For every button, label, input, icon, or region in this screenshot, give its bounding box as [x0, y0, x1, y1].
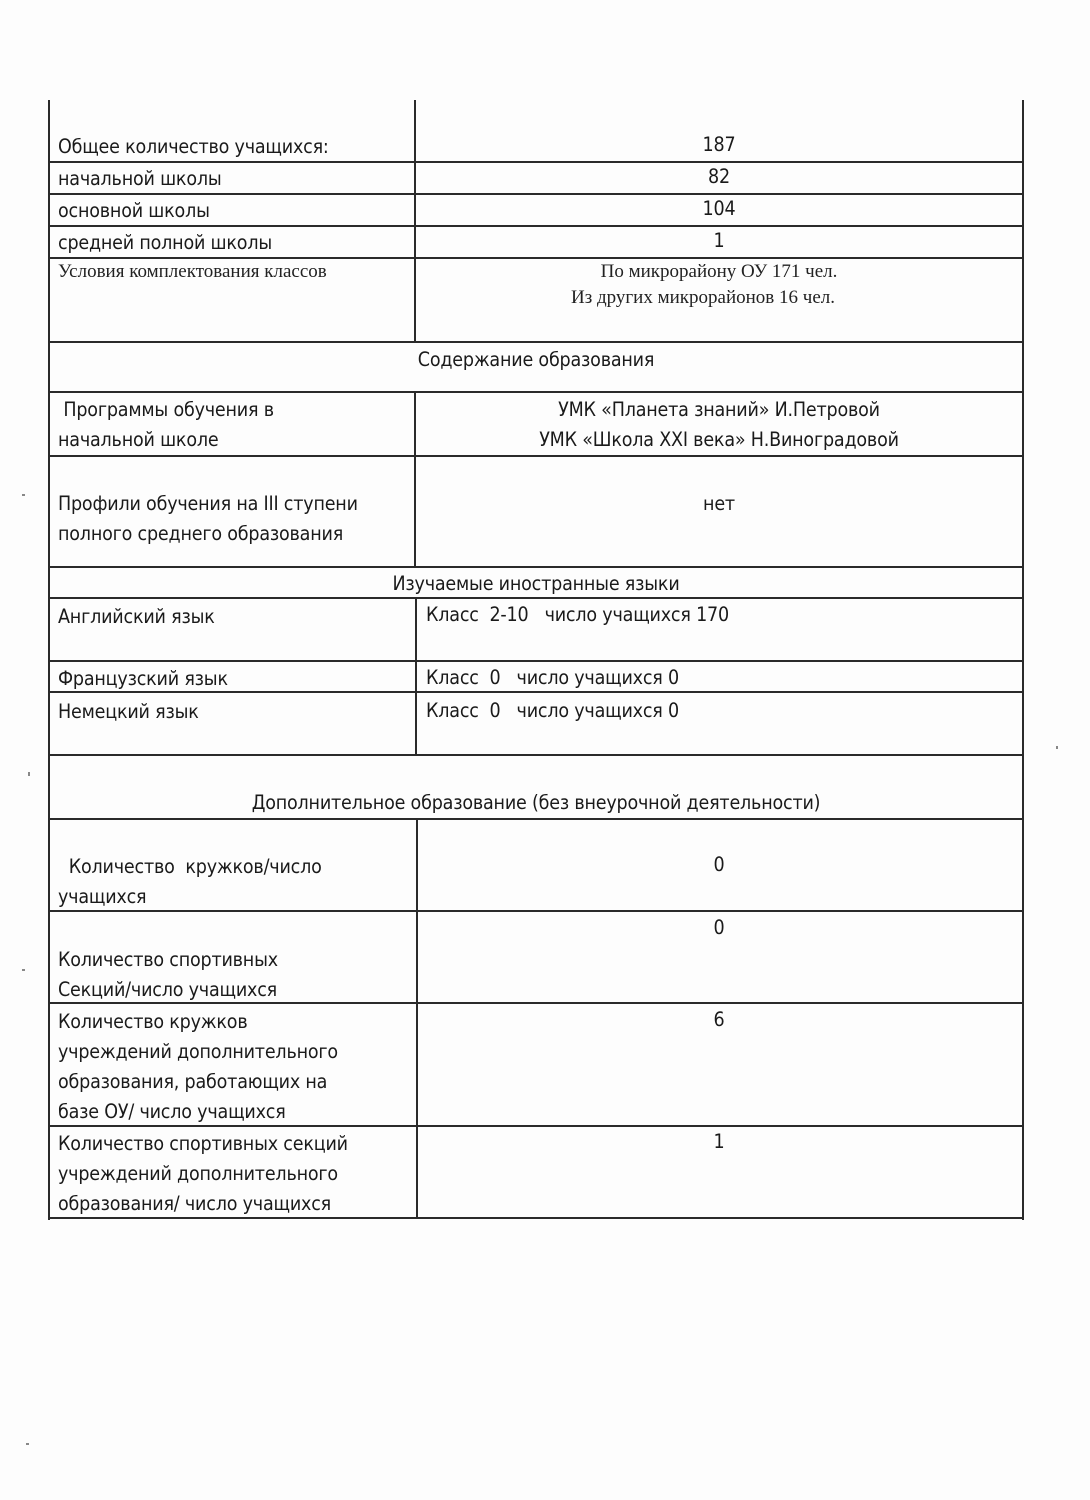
total-students-label: Общее количество учащихся:	[58, 135, 329, 158]
scan-speck	[22, 969, 25, 971]
programs-label-line2: начальной школе	[58, 428, 219, 451]
language-english-label: Английский язык	[58, 605, 215, 628]
scan-speck	[26, 1443, 29, 1445]
total-students-value: 187	[702, 133, 736, 156]
external-sports-label-line2: учреждений дополнительного	[58, 1162, 338, 1185]
row-line	[48, 391, 1024, 393]
sports-sections-value: 0	[713, 916, 725, 939]
external-clubs-label-line2: учреждений дополнительного	[58, 1040, 338, 1063]
row-line	[48, 754, 1024, 756]
primary-school-value: 82	[708, 165, 730, 188]
external-sports-value: 1	[713, 1130, 725, 1153]
external-clubs-label-line3: образования, работающих на	[58, 1070, 328, 1093]
enrollment-value-line1: По микрорайону ОУ 171 чел.	[600, 261, 838, 282]
language-french-label: Французский язык	[58, 667, 228, 690]
programs-value-line2: УМК «Школа XXI века» Н.Виноградовой	[539, 428, 899, 451]
scan-speck	[1056, 746, 1058, 749]
primary-school-label: начальной школы	[58, 167, 222, 190]
secondary-school-label: средней полной школы	[58, 231, 272, 254]
basic-school-label: основной школы	[58, 199, 210, 222]
profiles-label-line1: Профили обучения на III ступени	[58, 492, 358, 515]
language-german-value: Класс 0 число учащихся 0	[426, 699, 679, 722]
row-line	[48, 818, 1024, 820]
enrollment-label: Условия комплектования классов	[58, 261, 327, 282]
external-clubs-label-line1: Количество кружков	[58, 1010, 248, 1033]
secondary-school-value: 1	[713, 229, 725, 252]
enrollment-value-line2: Из других микрорайонов 16 чел.	[571, 287, 835, 308]
additional-section-title: Дополнительное образование (без внеурочной деятельности)	[251, 791, 821, 814]
content-section-title: Содержание образования	[417, 348, 655, 371]
external-clubs-value: 6	[713, 1008, 725, 1031]
scan-speck	[28, 772, 30, 776]
profiles-value: нет	[703, 492, 735, 515]
basic-school-value: 104	[702, 197, 736, 220]
row-line	[48, 341, 1024, 343]
scan-speck	[22, 494, 25, 496]
language-english-value: Класс 2-10 число учащихся 170	[426, 603, 729, 626]
row-line	[48, 660, 1024, 662]
column-divider-languages	[415, 597, 417, 755]
clubs-label-line1: Количество кружков/число	[58, 855, 322, 878]
clubs-value: 0	[713, 853, 725, 876]
programs-label-line1: Программы обучения в	[58, 398, 274, 421]
sports-sections-label-line2: Секций/число учащихся	[58, 978, 278, 1001]
external-clubs-label-line4: базе ОУ/ число учащихся	[58, 1100, 286, 1123]
row-line	[48, 566, 1024, 568]
row-line	[48, 910, 1024, 912]
programs-value-line1: УМК «Планета знаний» И.Петровой	[558, 398, 880, 421]
profiles-label-line2: полного среднего образования	[58, 522, 344, 545]
row-line	[48, 455, 1024, 457]
external-sports-label-line3: образования/ число учащихся	[58, 1192, 332, 1215]
clubs-label-line2: учащихся	[58, 885, 147, 908]
language-german-label: Немецкий язык	[58, 700, 199, 723]
language-french-value: Класс 0 число учащихся 0	[426, 666, 679, 689]
languages-section-title: Изучаемые иностранные языки	[392, 572, 680, 595]
external-sports-label-line1: Количество спортивных секций	[58, 1132, 348, 1155]
sports-sections-label-line1: Количество спортивных	[58, 948, 278, 971]
